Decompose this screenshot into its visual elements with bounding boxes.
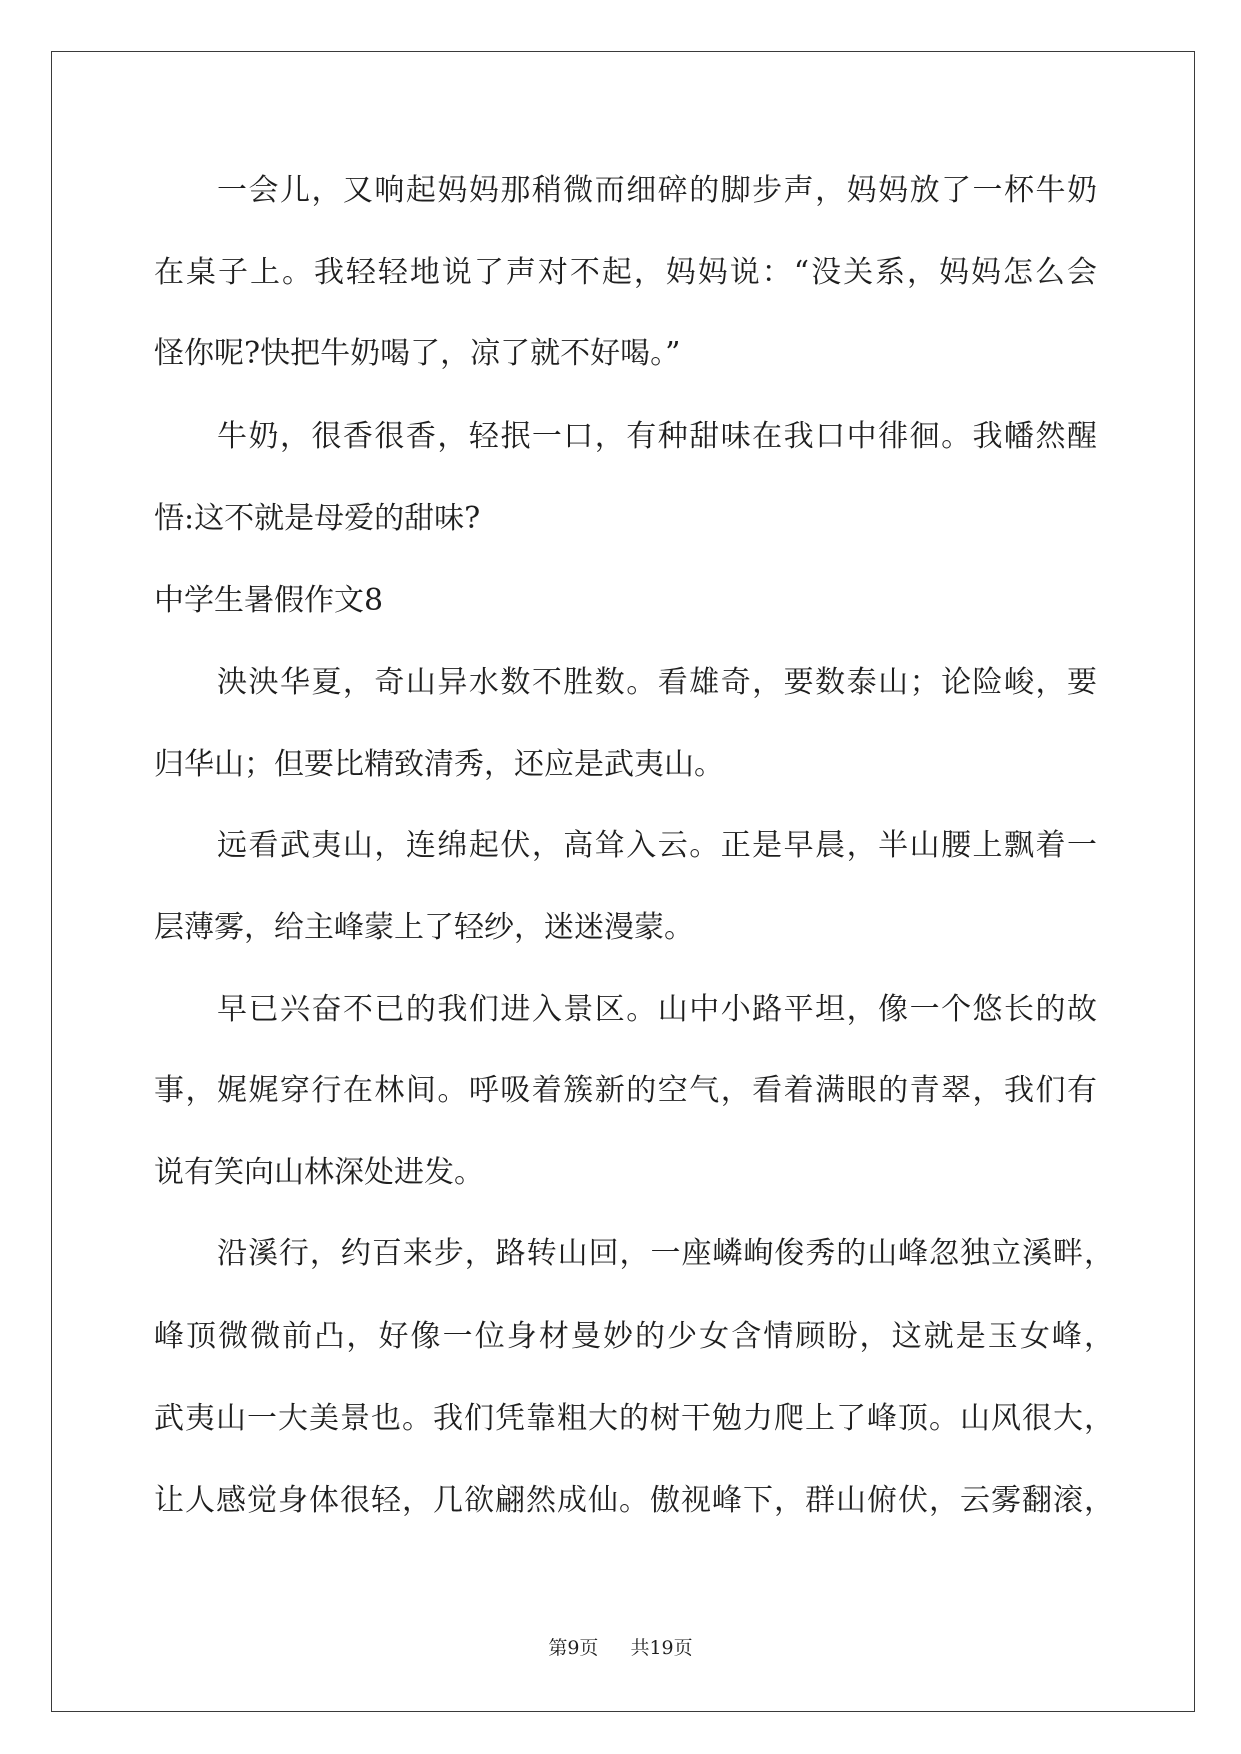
page-footer [0,1636,1241,1660]
paragraph-1-line-2: 在桌子上。我轻轻地说了声对不起，妈妈说：“没关系，妈妈怎么会 [154,255,1097,290]
paragraph-4-line-2: 层薄雾，给主峰蒙上了轻纱，迷迷漫蒙。 [154,910,694,945]
paragraph-6-line-4: 让人感觉身体很轻，几欲翩然成仙。傲视峰下，群山俯伏，云雾翻滚， [154,1483,1114,1518]
paragraph-2-line-1: 牛奶，很香很香，轻抿一口，有种甜味在我口中徘徊。我幡然醒 [217,419,1097,454]
paragraph-5-line-1: 早已兴奋不已的我们进入景区。山中小路平坦，像一个悠长的故 [217,992,1097,1027]
paragraph-1-line-1: 一会儿，又响起妈妈那稍微而细碎的脚步声，妈妈放了一杯牛奶 [217,173,1097,208]
section-heading: 中学生暑假作文8 [154,583,384,618]
page-number: 第9页 [548,1637,599,1659]
paragraph-1-line-3: 怪你呢?快把牛奶喝了，凉了就不好喝。” [154,336,681,371]
page-border [51,51,1195,1712]
paragraph-5-line-2: 事，娓娓穿行在林间。呼吸着簇新的空气，看着满眼的青翠，我们有 [154,1073,1097,1108]
paragraph-3-line-2: 归华山；但要比精致清秀，还应是武夷山。 [154,747,724,782]
paragraph-5-line-3: 说有笑向山林深处进发。 [154,1155,484,1190]
paragraph-6-line-3: 武夷山一大美景也。我们凭靠粗大的树干勉力爬上了峰顶。山风很大， [154,1401,1114,1436]
paragraph-6-line-1: 沿溪行，约百来步，路转山回，一座嶙峋俊秀的山峰忽独立溪畔， [217,1236,1114,1271]
paragraph-3-line-1: 泱泱华夏，奇山异水数不胜数。看雄奇，要数泰山；论险峻，要 [217,665,1097,700]
paragraph-2-line-2: 悟:这不就是母爱的甜味? [154,501,481,536]
paragraph-6-line-2: 峰顶微微前凸，好像一位身材曼妙的少女含情顾盼，这就是玉女峰， [154,1319,1114,1354]
paragraph-4-line-1: 远看武夷山，连绵起伏，高耸入云。正是早晨，半山腰上飘着一 [217,828,1097,863]
page-total: 共19页 [630,1637,693,1659]
